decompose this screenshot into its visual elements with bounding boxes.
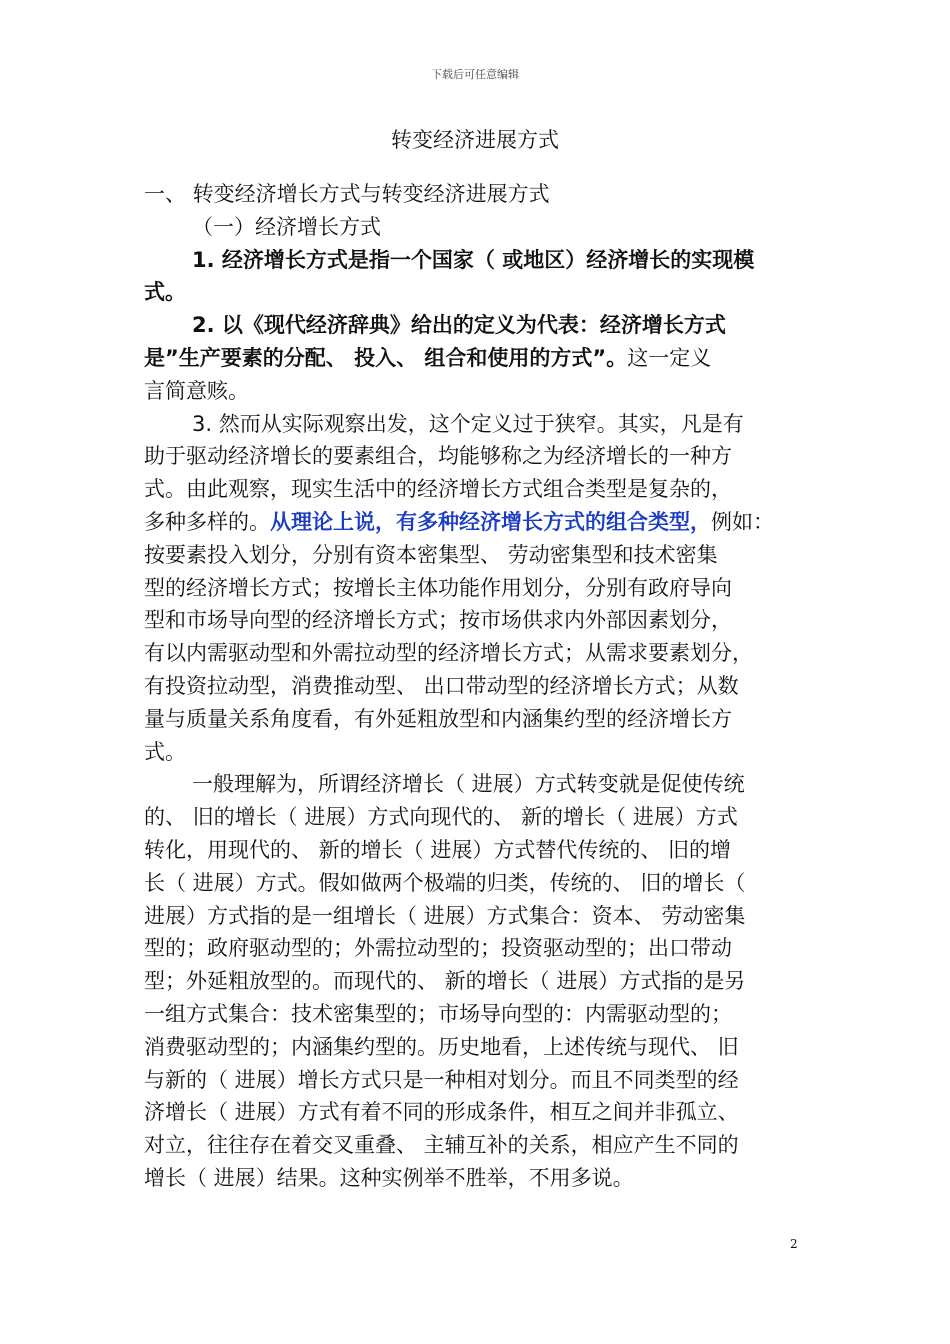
paragraph-line: 言简意赅。 (144, 378, 249, 403)
paragraph-line: 式。 (144, 739, 186, 764)
paragraph-line: 型的经济增长方式；按增长主体功能作用划分，分别有政府导向 (144, 575, 732, 600)
paragraph-line: 对立，往往存在着交叉重叠、 主辅互补的关系，相应产生不同的 (144, 1133, 739, 1158)
subsection-heading: （一）经济增长方式 (192, 214, 381, 239)
paragraph-line: 消费驱动型的；内涵集约型的。历史地看，上述传统与现代、 旧 (144, 1034, 739, 1059)
paragraph-line: 3. 然而从实际观察出发，这个定义过于狭窄。其实，凡是有 (192, 411, 744, 436)
section-heading: 一、 转变经济增长方式与转变经济进展方式 (144, 182, 550, 206)
paragraph-line: 转化，用现代的、 新的增长（ 进展）方式替代传统的、 旧的增 (144, 837, 732, 862)
paragraph-line: 型和市场导向型的经济增长方式；按市场供求内外部因素划分， (144, 608, 732, 633)
paragraph-line: 式。由此观察，现实生活中的经济增长方式组合类型是复杂的， (144, 477, 732, 502)
document-title: 转变经济进展方式 (391, 128, 559, 152)
page-header-note: 下载后可任意编辑 (431, 68, 519, 81)
paragraph-line: 2. 以《现代经济辞典》给出的定义为代表：经济增长方式 (192, 313, 726, 338)
normal-text: 多种多样的。 (144, 509, 270, 534)
paragraph-line: 一组方式集合：技术密集型的；市场导向型的：内需驱动型的； (144, 1001, 732, 1026)
paragraph-line (144, 342, 806, 375)
paragraph-line: 进展）方式指的是一组增长（ 进展）方式集合：资本、 劳动密集 (144, 903, 746, 928)
paragraph-line: 量与质量关系角度看，有外延粗放型和内涵集约型的经济增长方 (144, 706, 732, 731)
paragraph-line: 增长（ 进展）结果。这种实例举不胜举，不用多说。 (144, 1165, 634, 1190)
highlighted-text: 从理论上说，有多种经济增长方式的组合类型， (270, 509, 711, 534)
paragraph-line: 有投资拉动型，消费推动型、 出口带动型的经济增长方式；从数 (144, 673, 739, 698)
paragraph-line: 长（ 进展）方式。假如做两个极端的归类，传统的、 旧的增长（ (144, 870, 746, 895)
paragraph-line: 型；外延粗放型的。而现代的、 新的增长（ 进展）方式指的是另 (144, 969, 746, 994)
document-body (144, 178, 806, 1195)
paragraph-line: 与新的（ 进展）增长方式只是一种相对划分。而且不同类型的经 (144, 1067, 739, 1092)
paragraph-line: 1. 经济增长方式是指一个国家（ 或地区）经济增长的实现模 (192, 247, 755, 272)
paragraph-line: 有以内需驱动型和外需拉动型的经济增长方式；从需求要素划分， (144, 641, 753, 666)
paragraph-line: 助于驱动经济增长的要素组合，均能够称之为经济增长的一种方 (144, 444, 732, 469)
bold-text: 是”生产要素的分配、 投入、 组合和使用的方式”。 (144, 345, 628, 370)
normal-text: 例如： (711, 509, 774, 534)
paragraph-line (144, 506, 806, 539)
page-number: 2 (790, 1237, 798, 1251)
paragraph-line: 一般理解为，所谓经济增长（ 进展）方式转变就是促使传统 (192, 772, 745, 797)
paragraph-line: 按要素投入划分，分别有资本密集型、 劳动密集型和技术密集 (144, 542, 718, 567)
normal-text: 这一定义 (627, 345, 712, 370)
paragraph-line: 型的；政府驱动型的；外需拉动型的；投资驱动型的；出口带动 (144, 936, 732, 961)
paragraph-line: 式。 (144, 280, 186, 305)
paragraph-line: 济增长（ 进展）方式有着不同的形成条件，相互之间并非孤立、 (144, 1100, 739, 1125)
paragraph-line: 的、 旧的增长（ 进展）方式向现代的、 新的增长（ 进展）方式 (144, 805, 738, 830)
